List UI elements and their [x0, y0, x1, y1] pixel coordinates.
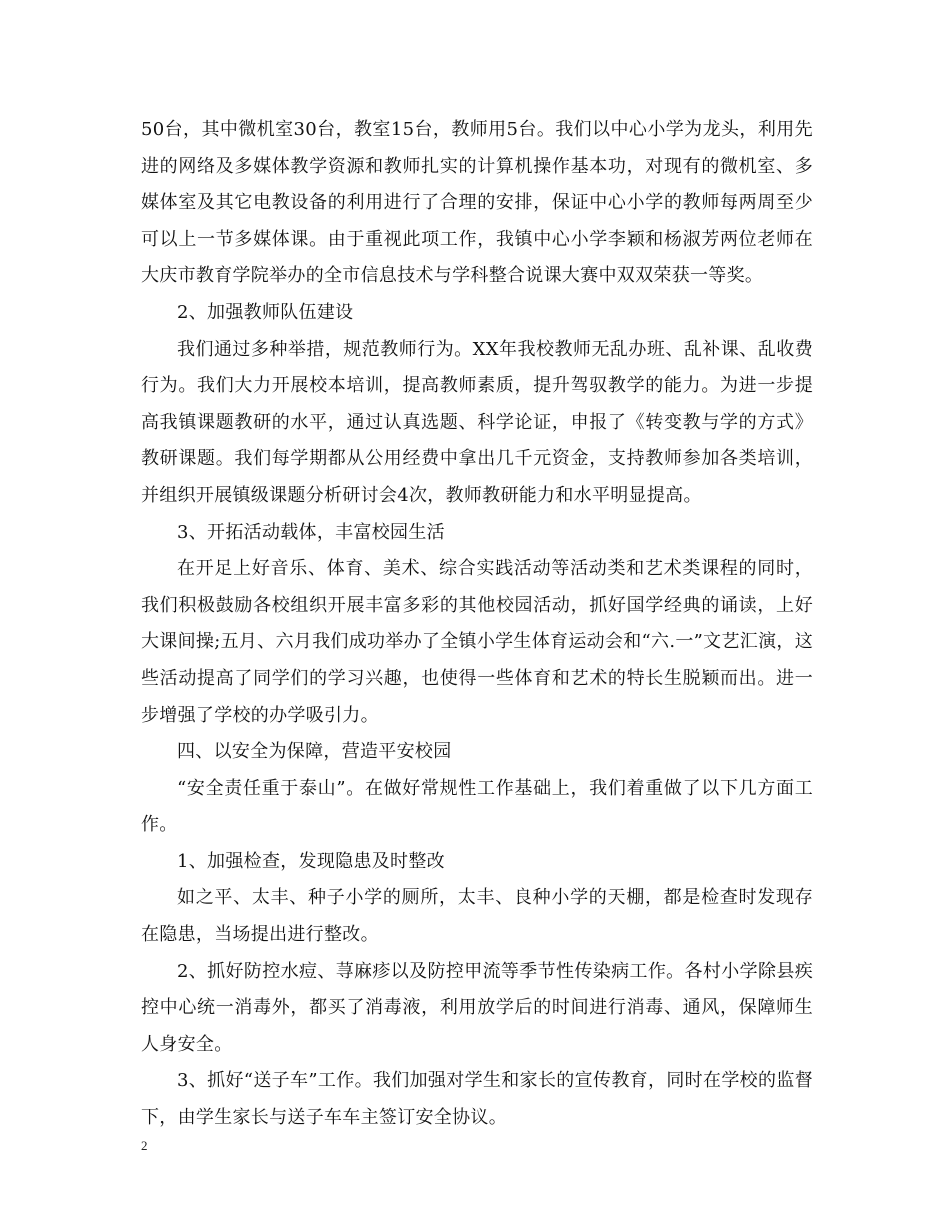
paragraph-equipment-usage: 50台，其中微机室30台，教室15台，教师用5台。我们以中心小学为龙头，利用先进的网络及多媒体教学资源和教师扎实的计算机操作基本功，对现有的微机室、多媒体室及其它电教设备的利用进行了合理的安排，保证中心小学的教师每两周至少可以上一节多媒体课。由于重视此项工作，我镇中心小学李颖和杨淑芳两位老师在大庆市教育学院举办的全市信息技术与学科整合说课大赛中双双荣获一等奖。	[141, 119, 813, 287]
paragraph-campus-activities: 在开足上好音乐、体育、美术、综合实践活动等活动类和艺术类课程的同时，我们积极鼓励各校组织开展丰富多彩的其他校园活动，抓好国学经典的诵读，上好大课间操;五月、六月我们成功举办了全镇小学生体育运动会和“六.一”文艺汇演，这些活动提高了同学们的学习兴趣，也使得一些体育和艺术的特长生脱颖而出。进一步增强了学校的办学吸引力。	[141, 558, 813, 726]
section-heading-safety: 四、以安全为保障，营造平安校园	[177, 741, 452, 763]
section-heading-teacher-team: 2、加强教师队伍建设	[177, 301, 354, 323]
section-heading-inspection: 1、加强检查，发现隐患及时整改	[177, 850, 445, 872]
paragraph-teacher-team: 我们通过多种举措，规范教师行为。XX年我校教师无乱办班、乱补课、乱收费行为。我们大力开展校本培训，提高教师素质，提升驾驭教学的能力。为进一步提高我镇课题教研的水平，通过认真选题、科学论证，申报了《转变教与学的方式》教研课题。我们每学期都从公用经费中拿出几千元资金，支持教师参加各类培训，并组织开展镇级课题分析研讨会4次，教师教研能力和水平明显提高。	[141, 338, 813, 506]
paragraph-school-bus: 3、抓好“送子车”工作。我们加强对学生和家长的宣传教育，同时在学校的监督下，由学生家长与送子车车主签订安全协议。	[141, 1070, 813, 1129]
page-number: 2	[141, 1138, 148, 1153]
paragraph-safety-intro: “安全责任重于泰山”。在做好常规性工作基础上，我们着重做了以下几方面工作。	[141, 777, 813, 836]
paragraph-disease-prevention: 2、抓好防控水痘、荨麻疹以及防控甲流等季节性传染病工作。各村小学除县疾控中心统一消毒外，都买了消毒液，利用放学后的时间进行消毒、通风，保障师生人身安全。	[141, 960, 813, 1055]
paragraph-inspection: 如之平、太丰、种子小学的厕所，太丰、良种小学的天棚，都是检查时发现存在隐患，当场提出进行整改。	[141, 887, 813, 946]
document-body	[141, 112, 813, 1137]
section-heading-campus-activities: 3、开拓活动载体，丰富校园生活	[177, 521, 445, 543]
